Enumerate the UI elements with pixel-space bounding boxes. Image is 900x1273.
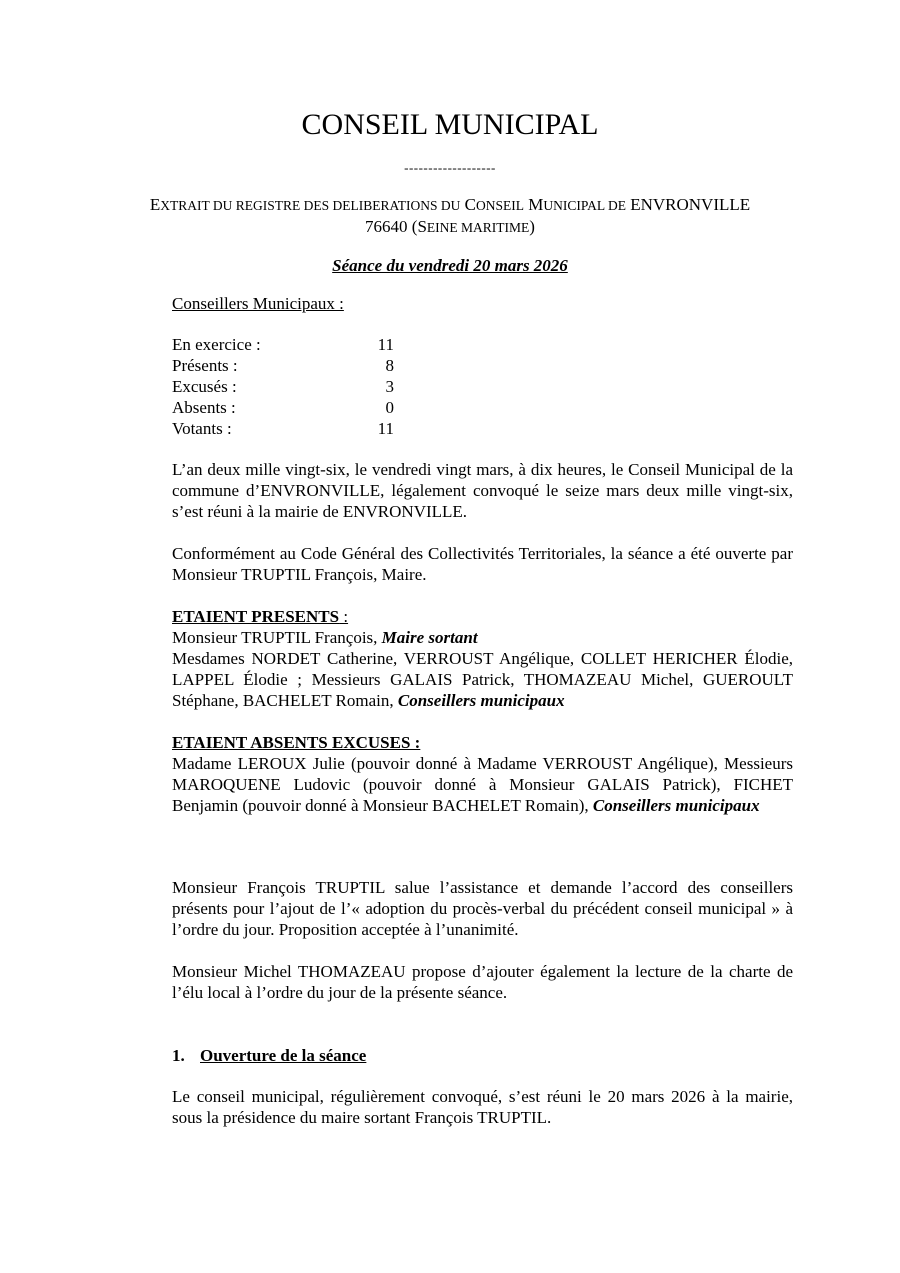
document-title: CONSEIL MUNICIPAL <box>301 108 599 141</box>
stats-value: 0 <box>385 398 394 417</box>
stats-row <box>172 418 402 439</box>
charter-paragraph: Monsieur Michel THOMAZEAU propose d’ajouter également la lecture de la charte de l’élu local à l’ordre du jour de la présente séance. <box>172 962 793 1002</box>
intro-paragraph: L’an deux mille vingt-six, le vendredi vingt mars, à dix heures, le Conseil Municipal de la commune d’ENVRONVILLE, légalement convoqué le seize mars deux mille vingt-six, s’est réuni à la mairie de ENVRONVILLE. <box>172 460 793 521</box>
present-mayor: Monsieur TRUPTIL François, Maire sortant <box>172 628 478 647</box>
stats-row <box>172 355 402 376</box>
agenda-paragraph: Monsieur François TRUPTIL salue l’assistance et demande l’accord des conseillers présents pour l’ajout de l’« adoption du procès-verbal du précédent conseil municipal » à l’ordre du jour. Proposition acceptée à l’unanimité. <box>172 878 793 939</box>
title-separator: ------------------- <box>404 160 496 175</box>
stats-label: Votants : <box>172 419 232 438</box>
registry-extract-line-2: 76640 (SEINE MARITIME) <box>365 217 535 236</box>
registry-extract-heading <box>0 194 900 238</box>
absent-heading: ETAIENT ABSENTS EXCUSES : <box>172 733 421 752</box>
stats-row <box>172 334 402 355</box>
section-heading: 1. Ouverture de la séance <box>172 1046 367 1065</box>
present-heading: ETAIENT PRESENTS : <box>172 607 349 626</box>
stats-row <box>172 397 402 418</box>
absent-list: Madame LEROUX Julie (pouvoir donné à Madame VERROUST Angélique), Messieurs MAROQUENE Ludovic (pouvoir donné à Monsieur GALAIS Patrick), FICHET Benjamin (pouvoir donné à Monsieur BACHELET Romain), Conseillers municipaux <box>172 754 793 815</box>
stats-label: En exercice : <box>172 335 261 354</box>
councillors-heading: Conseillers Municipaux : <box>172 294 344 313</box>
section-body: Le conseil municipal, régulièrement convoqué, s’est réuni le 20 mars 2026 à la mairie, sous la présidence du maire sortant François TRUPTIL. <box>172 1087 793 1127</box>
stats-label: Absents : <box>172 398 236 417</box>
stats-label: Présents : <box>172 356 238 375</box>
session-date: Séance du vendredi 20 mars 2026 <box>332 256 568 275</box>
stats-value: 11 <box>377 419 394 438</box>
stats-value: 8 <box>385 356 394 375</box>
stats-value: 11 <box>377 335 394 354</box>
stats-value: 3 <box>385 377 394 396</box>
stats-label: Excusés : <box>172 377 237 396</box>
present-list: Mesdames NORDET Catherine, VERROUST Angélique, COLLET HERICHER Élodie, LAPPEL Élodie ; Messieurs GALAIS Patrick, THOMAZEAU Michel, GUEROULT Stéphane, BACHELET Romain, Conseillers municipaux <box>172 649 793 710</box>
opening-paragraph: Conformément au Code Général des Collectivités Territoriales, la séance a été ouverte par Monsieur TRUPTIL François, Maire. <box>172 544 793 584</box>
registry-extract-line-1: EXTRAIT DU REGISTRE DES DELIBERATIONS DU CONSEIL MUNICIPAL DE ENVRONVILLE <box>149 195 751 214</box>
stats-row <box>172 376 402 397</box>
